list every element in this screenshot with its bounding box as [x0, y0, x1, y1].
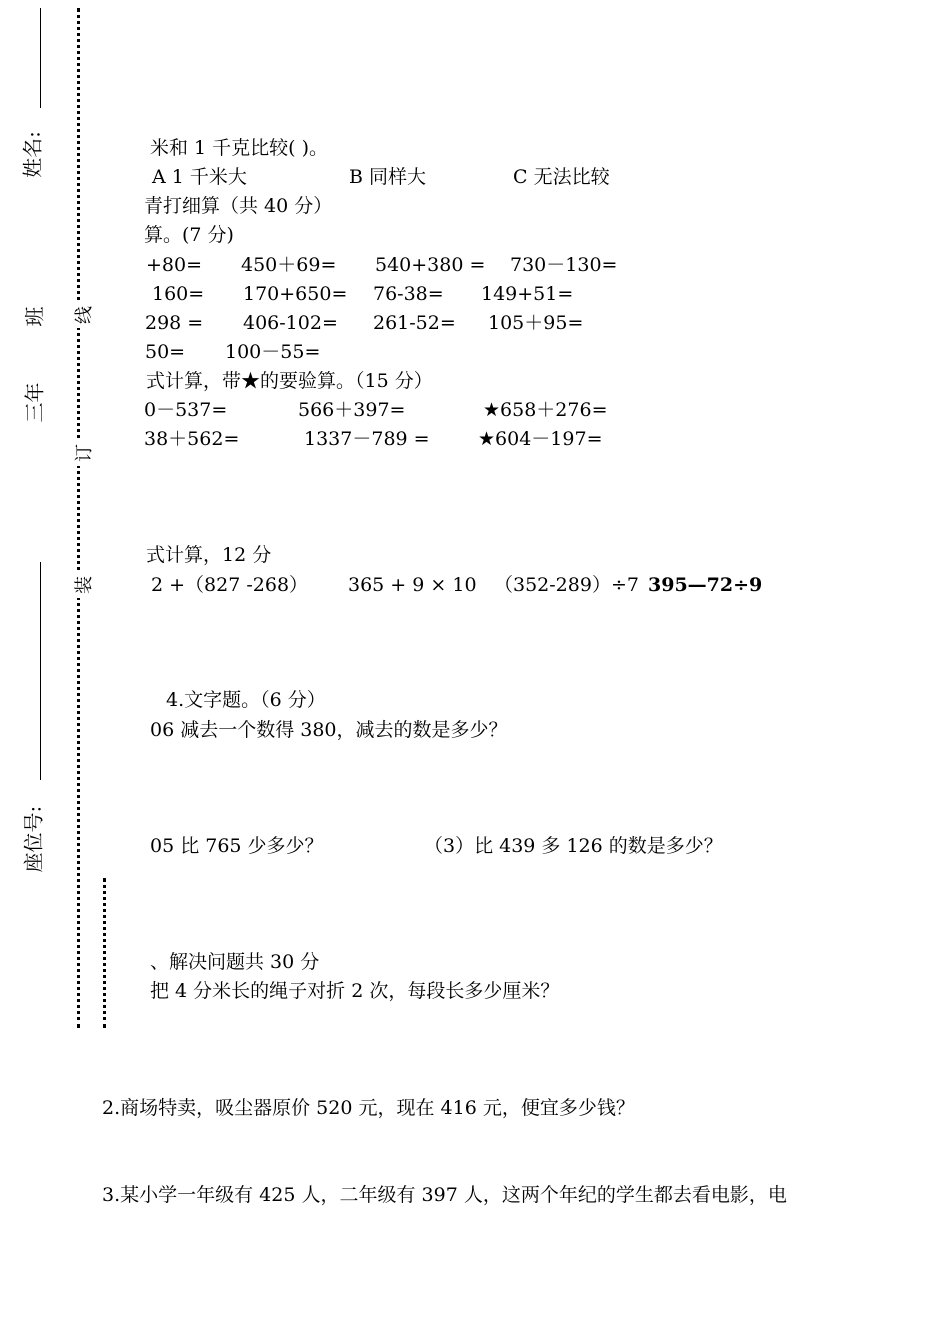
- calc-item: 2 +（827 -268）: [151, 574, 309, 596]
- calc-item: 298 =: [145, 312, 204, 334]
- binding-mark-bind: 装: [70, 572, 96, 598]
- class-label-suffix: 班: [22, 306, 47, 327]
- section3-heading: 、解决问题共 30 分: [150, 951, 320, 973]
- calc-item: 0－537=: [144, 399, 228, 421]
- word-problem-heading: 4.文字题。（6 分）: [166, 689, 326, 711]
- seat-underline: [40, 562, 41, 780]
- calc-item: 540+380 =: [375, 254, 486, 276]
- calc-item: 450＋69=: [241, 254, 337, 276]
- vertical-calc-heading: 式计算，带★的要验算。（15 分）: [146, 370, 433, 392]
- calc-item: 1337－789 =: [304, 428, 430, 450]
- calc-item: 76-38=: [373, 283, 444, 305]
- calc-item: ★604－197=: [478, 428, 603, 450]
- name-underline: [40, 8, 41, 108]
- calc-item: 38＋562=: [144, 428, 240, 450]
- binding-mark-order: 订: [70, 440, 96, 466]
- name-label: 姓名:: [20, 131, 45, 178]
- stepwise-calc-heading: 式计算，12 分: [146, 544, 272, 566]
- calc-item: 261-52=: [373, 312, 456, 334]
- word-problem-1: 06 减去一个数得 380，减去的数是多少？: [150, 719, 508, 741]
- binding-dotted-line-short: [103, 878, 106, 1028]
- calc-item: ★658＋276=: [483, 399, 608, 421]
- calc-item: （352-289）÷7: [494, 574, 639, 596]
- binding-dotted-line: [77, 8, 80, 1028]
- option-a: A 1 千米大: [152, 166, 247, 188]
- word-problem-3: （3）比 439 多 126 的数是多少？: [424, 835, 723, 857]
- oral-calc-heading: 算。(7 分): [144, 224, 234, 246]
- application-question-1: 把 4 分米长的绳子对折 2 次，每段长多少厘米？: [150, 980, 560, 1002]
- calc-item: 100－55=: [225, 341, 321, 363]
- option-b: B 同样大: [349, 166, 427, 188]
- calc-item: 170+650=: [243, 283, 348, 305]
- calc-item: 406-102=: [243, 312, 338, 334]
- application-question-3: 3.某小学一年级有 425 人，二年级有 397 人，这两个年纪的学生都去看电影，电: [102, 1184, 787, 1206]
- choice-question-tail: 米和 1 千克比较( )。: [150, 137, 329, 159]
- calc-item: 566＋397=: [298, 399, 406, 421]
- calc-item: 50=: [145, 341, 186, 363]
- word-problem-2: 05 比 765 少多少？: [150, 835, 324, 857]
- binding-mark-line: 线: [70, 302, 96, 328]
- seat-label: 座位号:: [21, 805, 46, 873]
- calc-item: 730－130=: [510, 254, 618, 276]
- calc-item: 365 + 9 × 10: [348, 574, 477, 596]
- class-label-grade: 三年: [22, 382, 47, 423]
- calc-item: 105＋95=: [488, 312, 584, 334]
- calc-item: 149+51=: [481, 283, 574, 305]
- calc-item: 160=: [152, 283, 205, 305]
- calc-item: +80=: [146, 254, 203, 276]
- application-question-2: 2.商场特卖，吸尘器原价 520 元，现在 416 元，便宜多少钱？: [102, 1097, 635, 1119]
- section2-heading: 青打细算（共 40 分）: [144, 195, 333, 217]
- calc-item: 395—72÷9: [648, 574, 763, 596]
- option-c: C 无法比较: [513, 166, 610, 188]
